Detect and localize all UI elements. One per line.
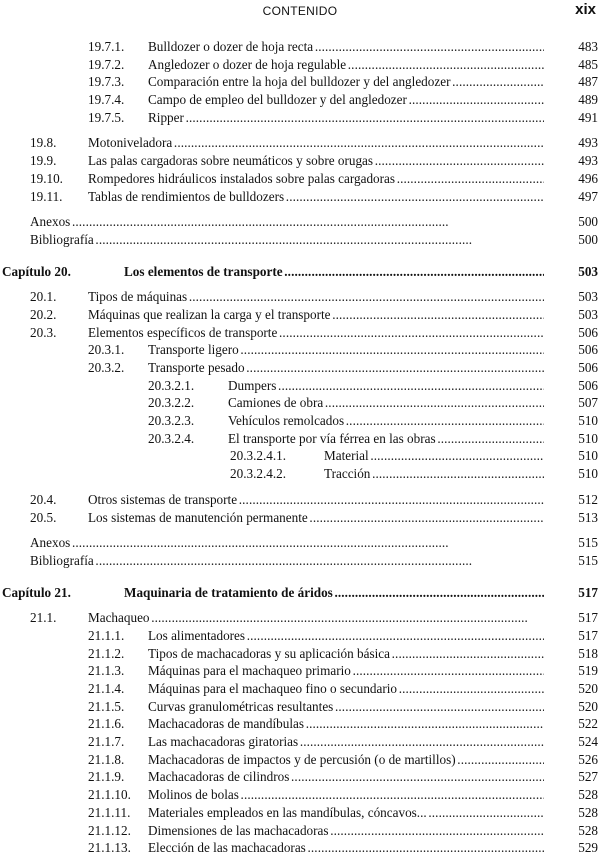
toc-entry-title: Campo de empleo del bulldozer y del angledozer . . . — [148, 91, 544, 109]
toc-entry-row[interactable] — [0, 359, 600, 377]
toc-entry-page: 524 — [578, 734, 598, 750]
toc-entry-page: 519 — [578, 663, 598, 679]
toc-entry-page: 503 — [578, 306, 598, 322]
toc-entry-page: 506 — [578, 377, 598, 393]
toc-entry-title: Máquinas para el machaqueo fino o secundario . . . — [148, 680, 544, 698]
toc-entry-number: 21.1.2. — [88, 645, 125, 661]
toc-entry-page: 500 — [578, 231, 598, 247]
toc-entry-title: Maquinaria de tratamiento de áridos . . . — [124, 584, 544, 602]
toc-entry-row[interactable] — [0, 715, 600, 733]
toc-entry-number: 21.1.10. — [88, 787, 131, 803]
toc-entry-row[interactable] — [0, 447, 600, 465]
toc-entry-row[interactable] — [0, 698, 600, 716]
toc-entry-title: Transporte pesado . . . — [148, 359, 544, 377]
toc-entry-title: Bibliografía . . . — [30, 231, 544, 249]
toc-entry-title: Machacadoras de cilindros . . . — [148, 768, 544, 786]
toc-entry-number: 20.3.2.4.1. — [230, 448, 287, 464]
toc-entry-row[interactable] — [0, 231, 600, 249]
toc-entry-title: Comparación entre la hoja del bulldozer y del angledozer . . . — [148, 73, 544, 91]
toc-entry-number: 20.4. — [30, 491, 57, 507]
toc-entry-page: 529 — [578, 840, 598, 856]
toc-entry-number: 19.10. — [30, 170, 63, 186]
toc-entry-number: 20.3.2.2. — [148, 395, 195, 411]
toc-entry-row[interactable] — [0, 645, 600, 663]
toc-entry-number: 19.7.2. — [88, 56, 125, 72]
toc-entry-page: 510 — [578, 413, 598, 429]
toc-entry-title: Curvas granulométricas resultantes . . . — [148, 698, 544, 716]
toc-entry-number: 19.7.5. — [88, 109, 125, 125]
toc-entry-number: 21.1.3. — [88, 663, 125, 679]
toc-entry-page: 522 — [578, 716, 598, 732]
toc-entry-row[interactable] — [0, 341, 600, 359]
spacer — [0, 205, 600, 213]
toc-entry-number: 19.7.3. — [88, 74, 125, 90]
toc-entry-title: Elementos específicos de transporte . . . — [88, 324, 544, 342]
toc-entry-row[interactable] — [0, 56, 600, 74]
toc-entry-title: El transporte por vía férrea en las obras . . . — [228, 430, 544, 448]
toc-entry-number: 20.3. — [30, 324, 57, 340]
toc-entry-title: Motoniveladora . . . — [88, 134, 544, 152]
toc-entry-page: 483 — [578, 39, 598, 54]
toc-entry-row[interactable] — [0, 733, 600, 751]
toc-entry-title: Dimensiones de las machacadoras . . . — [148, 822, 544, 840]
toc-entry-page: 507 — [578, 395, 598, 411]
toc-entry-title: Material . . . — [324, 447, 544, 465]
toc-entry-title: Angledozer o dozer de hoja regulable . . . — [148, 56, 544, 74]
toc-entry-title: Transporte ligero . . . — [148, 341, 544, 359]
toc-entry-row[interactable] — [0, 134, 600, 152]
toc-entry-row[interactable] — [0, 377, 600, 395]
toc-entry-title: Molinos de bolas . . . — [148, 786, 544, 804]
toc-entry-row[interactable] — [0, 804, 600, 822]
header-title: CONTENIDO — [262, 4, 338, 18]
toc-entry-row[interactable] — [0, 786, 600, 804]
toc-entry-title: Rompedores hidráulicos instalados sobre palas cargadoras . . . — [88, 170, 544, 188]
toc-entry-row[interactable] — [0, 768, 600, 786]
header-page-number: xix — [575, 1, 596, 18]
toc-entry-row[interactable] — [0, 213, 600, 231]
toc-entry-row[interactable] — [0, 91, 600, 109]
toc-entry-row[interactable] — [0, 680, 600, 698]
toc-entry-page: 489 — [578, 92, 598, 108]
toc-entry-number: 19.8. — [30, 135, 57, 151]
toc-entry-page: 510 — [578, 448, 598, 464]
toc-entry-page: 493 — [578, 153, 598, 169]
toc-chapter-row[interactable] — [0, 584, 600, 602]
toc-entry-title: Tipos de máquinas . . . — [88, 288, 544, 306]
toc-entry-title: Los sistemas de manutención permanente . . . — [88, 509, 544, 527]
toc-entry-row[interactable] — [0, 170, 600, 188]
toc-entry-row[interactable] — [0, 109, 600, 127]
spacer — [0, 126, 600, 134]
toc-entry-number: 20.5. — [30, 509, 57, 525]
toc-entry-number: 20.3.2.1. — [148, 377, 195, 393]
spacer — [0, 280, 600, 288]
toc-entry-number: Capítulo 21. — [2, 584, 71, 600]
toc-entry-title: Anexos . . . — [30, 534, 544, 552]
toc-entry-number: 21.1. — [30, 610, 57, 626]
spacer — [0, 249, 600, 263]
toc-entry-page: 515 — [578, 535, 598, 551]
toc-entry-row[interactable] — [0, 491, 600, 509]
toc-entry-page: 512 — [578, 491, 598, 507]
toc-entry-number: 20.3.2. — [88, 360, 125, 375]
toc-entry-page: 503 — [578, 263, 598, 279]
toc-entry-title: Tipos de machacadoras y su aplicación básica . . . — [148, 645, 544, 663]
toc-entry-number: 21.1.9. — [88, 769, 125, 785]
toc-entry-page: 500 — [578, 214, 598, 230]
toc-entry-row[interactable] — [0, 839, 600, 857]
toc-entry-title: Los alimentadores . . . — [148, 627, 544, 645]
toc-entry-page: 493 — [578, 135, 598, 151]
toc-entry-row[interactable] — [0, 662, 600, 680]
toc-entry-number: 21.1.4. — [88, 681, 125, 696]
toc-entry-row[interactable] — [0, 188, 600, 206]
toc-entry-row[interactable] — [0, 152, 600, 170]
toc-entry-page: 528 — [578, 804, 598, 820]
toc-entry-row[interactable] — [0, 627, 600, 645]
toc-entry-page: 528 — [578, 787, 598, 803]
toc-entry-number: 21.1.8. — [88, 751, 125, 767]
toc-entry-row[interactable] — [0, 306, 600, 324]
toc-entry-title: Tracción . . . — [324, 465, 544, 483]
toc-entry-page: 517 — [578, 627, 598, 643]
toc-entry-row[interactable] — [0, 73, 600, 91]
toc-entry-number: 21.1.5. — [88, 698, 125, 714]
toc-entry-number: 19.11. — [30, 188, 63, 204]
toc-entry-title: Dumpers . . . — [228, 377, 544, 395]
spacer — [0, 526, 600, 534]
toc-chapter-row[interactable] — [0, 263, 600, 281]
toc-entry-number: 21.1.12. — [88, 822, 131, 838]
toc-entry-page: 520 — [578, 698, 598, 714]
toc-entry-row[interactable] — [0, 465, 600, 483]
toc-entry-title: Machacadoras de impactos y de percusión (o de martillos) . . . — [148, 751, 544, 769]
toc-entry-number: 19.7.4. — [88, 92, 125, 108]
toc-entry-row[interactable] — [0, 509, 600, 527]
toc-entry-title: Bibliografía . . . — [30, 552, 544, 570]
toc-entry-number: Capítulo 20. — [2, 263, 71, 279]
toc-entry-number: 21.1.11. — [88, 804, 131, 820]
toc-entry-page: 527 — [578, 769, 598, 785]
toc-entry-page: 518 — [578, 645, 598, 661]
toc-entry-number: 21.1.6. — [88, 716, 125, 732]
toc-entry-number: 20.3.2.4.2. — [230, 466, 287, 482]
toc-entry-row[interactable] — [0, 751, 600, 769]
toc-entry-title: Las machacadoras giratorias . . . — [148, 733, 544, 751]
toc-entry-number: 20.3.2.3. — [148, 413, 195, 429]
toc-entry-row[interactable] — [0, 288, 600, 306]
toc-entry-number: 19.7.1. — [88, 39, 125, 54]
toc-entry-page: 506 — [578, 342, 598, 358]
toc-entry-title: Machacadoras de mandíbulas . . . — [148, 715, 544, 733]
toc-entry-page: 497 — [578, 188, 598, 204]
toc-entry-row[interactable] — [0, 534, 600, 552]
toc-entry-page: 487 — [578, 74, 598, 90]
toc-entry-row[interactable] — [0, 552, 600, 570]
toc-entry-row[interactable] — [0, 609, 600, 627]
toc-entry-title: Otros sistemas de transporte . . . — [88, 491, 544, 509]
toc-entry-number: 21.1.7. — [88, 734, 125, 750]
toc-entry-page: 515 — [578, 552, 598, 568]
toc-entry-page: 506 — [578, 360, 598, 375]
toc-entry-row[interactable] — [0, 38, 600, 56]
toc-entry-page: 526 — [578, 751, 598, 767]
toc-entry-row[interactable] — [0, 412, 600, 430]
toc-entry-page: 506 — [578, 324, 598, 340]
toc-entry-number: 21.1.13. — [88, 840, 131, 856]
toc-entry-number: 19.9. — [30, 153, 57, 169]
toc-entry-title: Máquinas que realizan la carga y el transporte . . . — [88, 306, 544, 324]
toc-entry-title: Las palas cargadoras sobre neumáticos y sobre orugas . . . — [88, 152, 544, 170]
toc-entry-page: 510 — [578, 466, 598, 482]
toc-entry-number: 20.3.2.4. — [148, 430, 195, 446]
toc-entry-title: Materiales empleados en las mandíbulas, cóncavos... . . . — [148, 804, 544, 822]
toc-entry-page: 503 — [578, 289, 598, 305]
table-of-contents — [0, 38, 600, 857]
toc-entry-page: 517 — [578, 584, 598, 600]
toc-entry-number: 21.1.1. — [88, 627, 125, 643]
toc-entry-page: 491 — [578, 109, 598, 125]
toc-entry-number: 20.3.1. — [88, 342, 125, 358]
toc-entry-title: Anexos . . . — [30, 213, 544, 231]
toc-entry-page: 513 — [578, 509, 598, 525]
toc-entry-row[interactable] — [0, 394, 600, 412]
toc-entry-row[interactable] — [0, 324, 600, 342]
spacer — [0, 570, 600, 584]
toc-entry-number: 20.1. — [30, 289, 57, 305]
toc-entry-page: 510 — [578, 430, 598, 446]
toc-entry-title: Machaqueo . . . — [88, 609, 544, 627]
toc-entry-title: Máquinas para el machaqueo primario . . . — [148, 662, 544, 680]
toc-entry-row[interactable] — [0, 822, 600, 840]
toc-entry-page: 520 — [578, 681, 598, 696]
spacer — [0, 483, 600, 491]
toc-entry-title: Bulldozer o dozer de hoja recta . . . — [148, 38, 544, 56]
toc-entry-title: Tablas de rendimientos de bulldozers . . . — [88, 188, 544, 206]
spacer — [0, 601, 600, 609]
toc-entry-title: Camiones de obra . . . — [228, 394, 544, 412]
toc-entry-title: Los elementos de transporte . . . — [124, 263, 544, 281]
toc-entry-page: 517 — [578, 610, 598, 626]
toc-entry-row[interactable] — [0, 430, 600, 448]
toc-entry-title: Ripper . . . — [148, 109, 544, 127]
toc-entry-title: Vehículos remolcados . . . — [228, 412, 544, 430]
toc-entry-page: 528 — [578, 822, 598, 838]
toc-entry-title: Elección de las machacadoras . . . — [148, 839, 544, 857]
toc-entry-page: 485 — [578, 56, 598, 72]
toc-entry-number: 20.2. — [30, 306, 57, 322]
toc-entry-page: 496 — [578, 170, 598, 186]
